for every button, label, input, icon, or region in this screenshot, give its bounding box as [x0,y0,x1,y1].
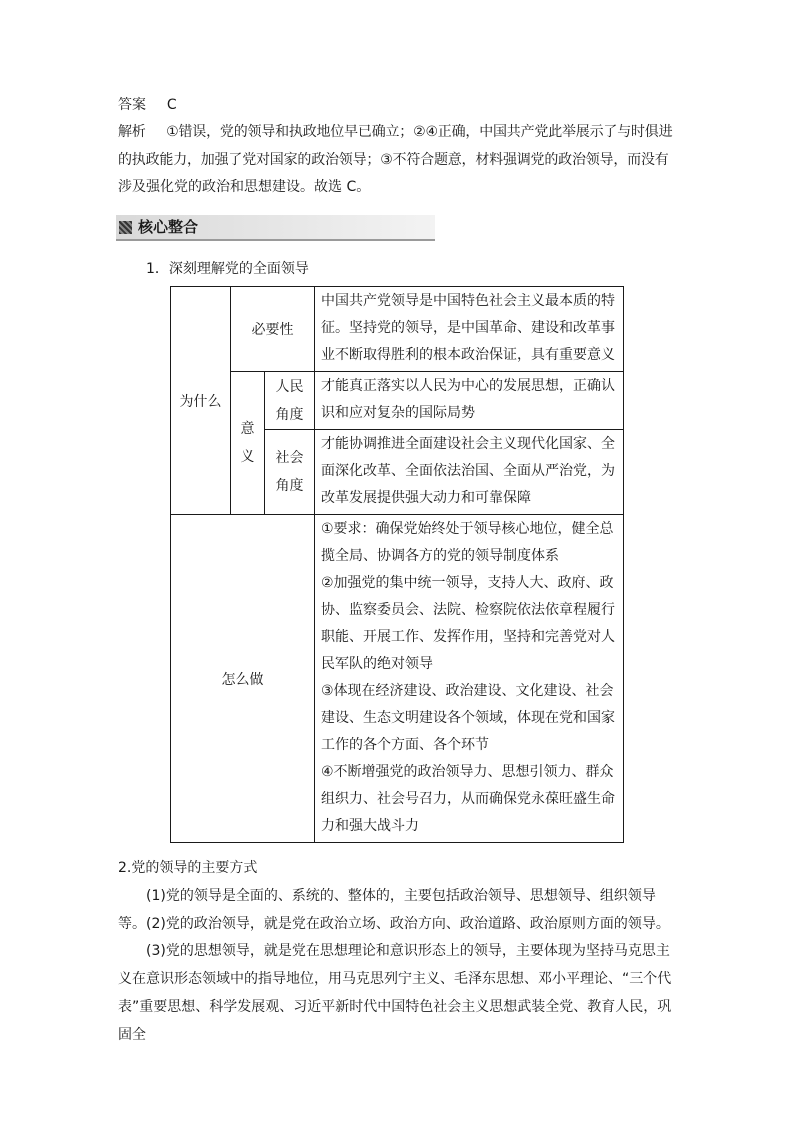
social-angle-content: 才能协调推进全面建设社会主义现代化国家、全面深化改革、全面依法治国、全面从严治党，为改革发展提供强大动力和可靠保障 [315,430,624,515]
table-row [171,515,624,843]
answer-label: 答案 [118,97,146,113]
significance-cell [231,372,265,515]
analysis-line-3: 涉及强化党的政治和思想建设。故选 C。 [118,179,371,195]
item2-paragraph-3: (3)党的思想领导，就是党在思想理论和意识形态上的领导，主要体现为坚持马克思主义在意识形态领域中的指导地位，用马克思列宁主义、毛泽东思想、邓小平理论、“三个代表”重要思想、科学发展观、习近平新时代中国特色社会主义思想武装全党、教育人民，巩固全 [118,943,672,1043]
people-angle-line-2: 角度 [275,406,304,423]
analysis-line-2: 的执政能力，加强了党对国家的政治领导；③不符合题意，材料强调党的政治领导，而没有 [118,152,669,168]
necessity-label: 必要性 [251,322,294,338]
analysis-label: 解析 [118,124,146,140]
how-item: ①要求：确保党始终处于领导核心地位，健全总揽全局、协调各方的党的领导制度体系 [321,521,614,564]
necessity-cell [231,287,315,372]
table-row [171,287,624,372]
how-item: ②加强党的集中统一领导，支持人大、政府、政协、监察委员会、法院、检察院依法依章程履行职能、开展工作、发挥作用，坚持和完善党对人民军队的绝对领导 [321,575,615,672]
how-content [315,515,624,843]
item2-paragraph-1: (1)党的领导是全面的、系统的、整体的，主要包括政治领导、思想领导、组织领导等。 [118,888,656,932]
analysis-text-1: ①错误，党的领导和执政地位早已确立；②④正确，中国共产党此举展示了与时俱进 [166,124,673,140]
significance-char-2: 义 [240,449,255,465]
how-item: ④不断增强党的政治领导力、思想引领力、群众组织力、社会号召力，从而确保党永葆旺盛生命力和强大战斗力 [321,764,615,834]
social-angle-line-2: 角度 [275,478,304,494]
people-angle-cell [265,372,315,430]
social-angle-cell [265,430,315,515]
answer-line [118,95,177,115]
table-row [171,372,624,430]
people-angle-content: 才能真正落实以人民为中心的发展思想，正确认识和应对复杂的国际局势 [315,372,624,430]
why-label: 为什么 [179,393,222,410]
section-header [116,215,435,241]
why-cell [171,287,231,515]
analysis-line-1 [118,122,672,142]
necessity-content: 中国共产党领导是中国特色社会主义最本质的特征。坚持党的领导，是中国革命、建设和改革事业不断取得胜利的根本政治保证，具有重要意义 [315,287,624,372]
section-title: 核心整合 [138,218,199,236]
item2-paragraph-2: (2)党的政治领导，就是党在政治立场、政治方向、政治道路、政治原则方面的领导。 [146,916,670,932]
how-item: ③体现在经济建设、政治建设、文化建设、社会建设、生态文明建设各个领域，体现在党和国家工作的各个方面、各个环节 [321,683,615,753]
section-marker-icon [119,221,132,234]
item1-title: 1．深刻理解党的全面领导 [146,261,309,277]
answer-value: C [166,97,177,113]
leadership-table [170,286,624,843]
significance-char-1: 意 [240,421,255,437]
how-cell [171,515,315,843]
item2-title: 2.党的领导的主要方式 [118,860,258,876]
how-label: 怎么做 [221,671,264,688]
people-angle-line-1: 人民 [275,378,304,395]
social-angle-line-1: 社会 [275,450,304,466]
